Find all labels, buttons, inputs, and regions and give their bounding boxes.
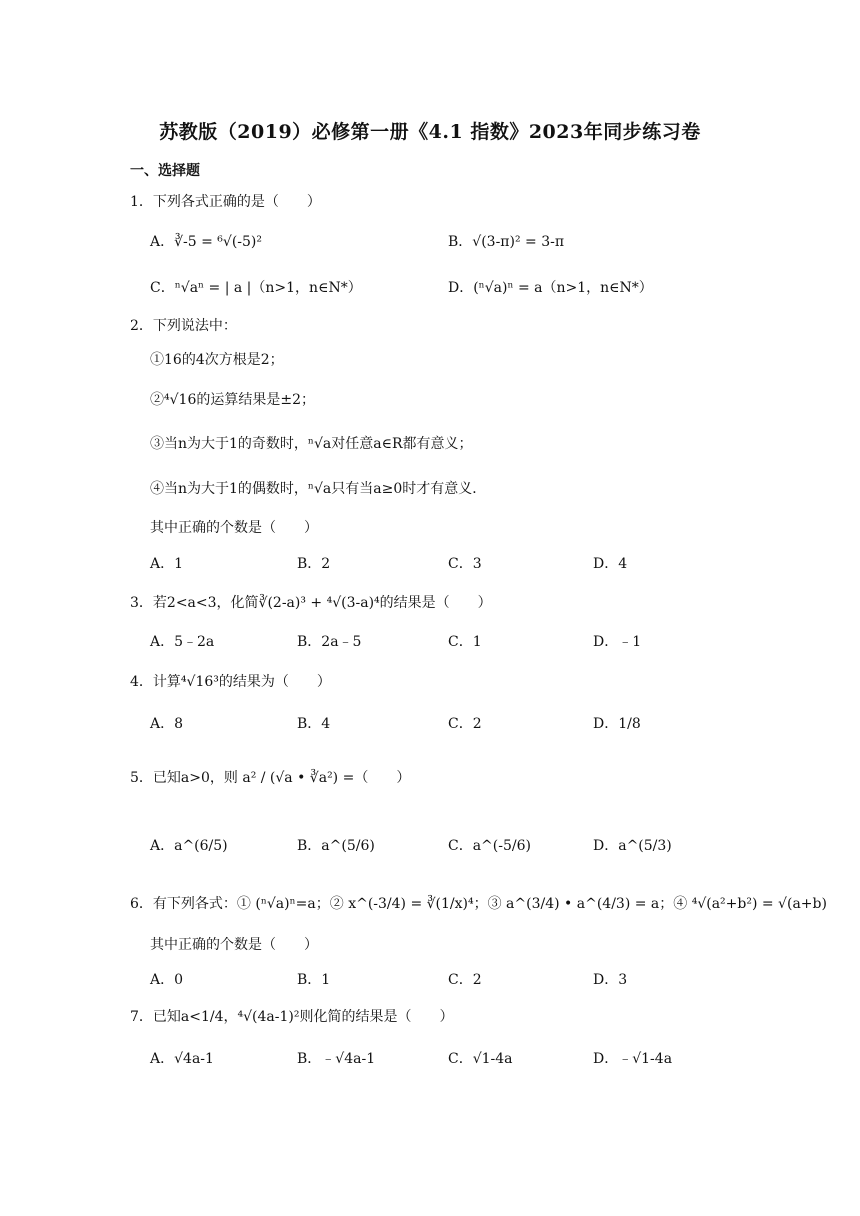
question-4-stem: 4．计算⁴√16³的结果为（ ） xyxy=(130,674,331,690)
q2-statement-1: ①16的4次方根是2； xyxy=(150,352,284,368)
question-7-stem: 7．已知a<1/4，⁴√(4a-1)²则化简的结果是（ ） xyxy=(130,1009,454,1025)
q4-option-c: C．2 xyxy=(448,716,482,732)
q6-ask: 其中正确的个数是（ ） xyxy=(150,937,318,953)
q4-option-b: B．4 xyxy=(297,716,331,732)
q1-option-a: A．∛-5 = ⁶√(-5)² xyxy=(150,234,263,250)
q6-option-c: C．2 xyxy=(448,972,482,988)
q2-statement-3: ③当n为大于1的奇数时，ⁿ√a对任意a∈R都有意义； xyxy=(150,436,473,452)
q2-option-d: D．4 xyxy=(593,556,628,572)
q2-option-a: A．1 xyxy=(150,556,184,572)
q6-option-d: D．3 xyxy=(593,972,628,988)
q7-option-d: D．﹣√1-4a xyxy=(593,1051,673,1067)
q1-option-c: C．ⁿ√aⁿ = | a |（n>1，n∈N*） xyxy=(150,280,362,296)
q4-option-d: D．1/8 xyxy=(593,716,641,732)
q7-option-b: B．﹣√4a-1 xyxy=(297,1051,376,1067)
q1-option-b: B．√(3-π)² = 3-π xyxy=(448,234,565,250)
page-title: 苏教版（2019）必修第一册《4.1 指数》2023年同步练习卷 xyxy=(159,121,701,143)
q5-option-c: C．a^(-5/6) xyxy=(448,838,531,854)
q2-ask: 其中正确的个数是（ ） xyxy=(150,520,318,536)
q4-option-a: A．8 xyxy=(150,716,184,732)
question-3-stem: 3．若2<a<3，化简∛(2-a)³ + ⁴√(3-a)⁴的结果是（ ） xyxy=(130,595,492,611)
q2-statement-2: ②⁴√16的运算结果是±2； xyxy=(150,392,315,408)
q2-option-b: B．2 xyxy=(297,556,331,572)
q1-option-d: D．(ⁿ√a)ⁿ = a（n>1，n∈N*） xyxy=(448,280,653,296)
q7-option-c: C．√1-4a xyxy=(448,1051,513,1067)
q7-option-a: A．√4a-1 xyxy=(150,1051,214,1067)
q3-option-d: D．﹣1 xyxy=(593,634,642,650)
q2-statement-4: ④当n为大于1的偶数时，ⁿ√a只有当a≥0时才有意义． xyxy=(150,481,487,497)
question-5-stem: 5．已知a>0，则 a² / (√a • ∛a²) =（ ） xyxy=(130,770,411,786)
question-2-stem: 2．下列说法中： xyxy=(130,318,237,334)
q5-option-d: D．a^(5/3) xyxy=(593,838,672,854)
q3-option-b: B．2a﹣5 xyxy=(297,634,362,650)
q6-option-b: B．1 xyxy=(297,972,331,988)
q6-option-a: A．0 xyxy=(150,972,184,988)
question-6-stem: 6．有下列各式：① (ⁿ√a)ⁿ=a；② x^(-3/4) = ∛(1/x)⁴；③ a^(3/4) • a^(4/3) = a；④ ⁴√(a²+b²) = √(a+b) xyxy=(130,896,827,912)
question-1-stem: 1．下列各式正确的是（ ） xyxy=(130,194,321,210)
q2-option-c: C．3 xyxy=(448,556,482,572)
q3-option-c: C．1 xyxy=(448,634,482,650)
q3-option-a: A．5﹣2a xyxy=(150,634,215,650)
q5-option-b: B．a^(5/6) xyxy=(297,838,375,854)
section-heading: 一、选择题 xyxy=(130,163,200,179)
q5-option-a: A．a^(6/5) xyxy=(150,838,228,854)
